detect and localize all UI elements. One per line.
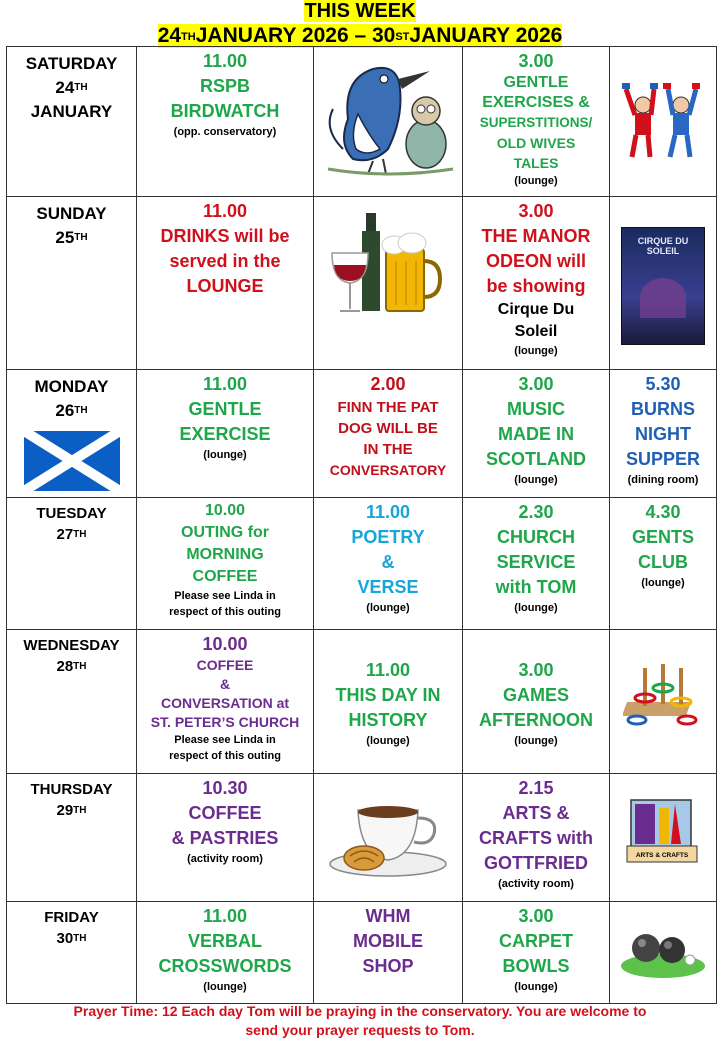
event-title-line: CROSSWORDS bbox=[158, 956, 292, 976]
event-location: (lounge) bbox=[514, 735, 558, 747]
event-note: Please see Linda in bbox=[174, 590, 276, 602]
event-church-service bbox=[463, 498, 610, 630]
day-name: TUESDAY bbox=[36, 505, 107, 522]
event-note: respect of this outing bbox=[169, 750, 281, 762]
day-date: 29TH bbox=[56, 802, 87, 819]
film-poster bbox=[610, 197, 717, 370]
day-saturday bbox=[7, 47, 137, 197]
day-wednesday bbox=[7, 630, 137, 774]
day-name: THURSDAY bbox=[30, 781, 113, 798]
event-time: 3.00 bbox=[518, 660, 554, 680]
event-title-line: RSPB bbox=[199, 76, 250, 96]
event-coffee-pastries bbox=[137, 774, 314, 902]
event-title-line: BOWLS bbox=[502, 956, 570, 976]
event-title-line: CLUB bbox=[638, 552, 688, 572]
event-time: 3.00 bbox=[518, 201, 554, 221]
event-title-line: be showing bbox=[486, 276, 586, 296]
event-time: 2.00 bbox=[370, 374, 406, 394]
event-gents-club bbox=[610, 498, 717, 630]
event-title-line: WHM bbox=[365, 906, 411, 926]
weekly-schedule-table bbox=[6, 46, 717, 1004]
event-title-line: GENTLE bbox=[188, 399, 262, 419]
day-tuesday bbox=[7, 498, 137, 630]
day-thursday bbox=[7, 774, 137, 902]
drinks-icon bbox=[328, 211, 448, 321]
event-title-line: CRAFTS with bbox=[479, 828, 593, 848]
day-name: SATURDAY bbox=[25, 54, 118, 73]
event-time: 11.00 bbox=[202, 906, 248, 926]
prayer-time-footer bbox=[0, 1002, 720, 1040]
event-pat-dog bbox=[314, 370, 463, 498]
day-date: 26TH bbox=[55, 401, 88, 420]
bird-icon bbox=[318, 49, 458, 184]
event-note: Please see Linda in bbox=[174, 734, 276, 746]
event-location: (lounge) bbox=[203, 449, 247, 461]
event-title-line: NIGHT bbox=[635, 424, 691, 444]
row-sunday bbox=[7, 197, 717, 370]
event-title-line: MORNING bbox=[186, 546, 264, 563]
event-title-line: CHURCH bbox=[497, 527, 575, 547]
event-location: (lounge) bbox=[641, 577, 685, 589]
event-title-line: THIS DAY IN bbox=[335, 685, 441, 705]
ring-toss-game-illustration bbox=[610, 630, 717, 774]
day-monday bbox=[7, 370, 137, 498]
event-title-line: SCOTLAND bbox=[486, 449, 586, 469]
event-gentle-exercise bbox=[137, 370, 314, 498]
event-title-line: & PASTRIES bbox=[171, 828, 279, 848]
event-title-line: EXERCISE bbox=[179, 424, 271, 444]
event-title-line: OUTING for bbox=[181, 524, 269, 541]
event-title-line: ODEON will bbox=[485, 251, 586, 271]
date-range-text bbox=[158, 24, 563, 48]
event-location: (lounge) bbox=[366, 602, 410, 614]
event-title-line: MADE IN bbox=[498, 424, 574, 444]
arts-crafts-icon bbox=[625, 794, 701, 866]
day-date: 28TH bbox=[56, 658, 87, 675]
event-title-line: DRINKS will be bbox=[160, 226, 290, 246]
event-time: 2.30 bbox=[518, 502, 554, 522]
event-title-line: THE MANOR bbox=[481, 226, 591, 246]
event-title-line: VERSE bbox=[357, 577, 419, 597]
film-title-line: Soleil bbox=[514, 323, 558, 340]
event-drinks bbox=[137, 197, 314, 370]
event-location: (activity room) bbox=[187, 853, 263, 865]
event-title-line: SUPPER bbox=[625, 449, 701, 469]
event-title-line: GENTS bbox=[631, 527, 694, 547]
event-title-line: GENTLE bbox=[503, 74, 569, 91]
event-time: 11.00 bbox=[202, 201, 248, 221]
bowls-icon bbox=[618, 916, 708, 980]
row-tuesday bbox=[7, 498, 717, 630]
event-title-line: COFFEE bbox=[196, 657, 254, 673]
event-title-line: ST. PETER’S CHURCH bbox=[150, 714, 300, 730]
event-title-line: COFFEE bbox=[188, 803, 262, 823]
event-poetry-verse bbox=[314, 498, 463, 630]
event-title-line: EXERCISES & bbox=[482, 94, 590, 111]
event-rspb-birdwatch bbox=[137, 47, 314, 197]
event-location: (lounge) bbox=[514, 602, 558, 614]
event-location: (lounge) bbox=[514, 474, 558, 486]
day-name: SUNDAY bbox=[36, 204, 107, 223]
exercise-icon bbox=[618, 77, 708, 167]
event-title-line: BURNS bbox=[630, 399, 695, 419]
row-wednesday bbox=[7, 630, 717, 774]
event-title-line: HISTORY bbox=[348, 710, 428, 730]
event-time: 3.00 bbox=[518, 906, 554, 926]
end-month: JANUARY 2026 bbox=[409, 24, 563, 47]
event-time: 11.00 bbox=[202, 374, 248, 394]
event-gentle-exercises bbox=[463, 47, 610, 197]
row-friday bbox=[7, 902, 717, 1004]
event-title-line: MOBILE bbox=[353, 931, 423, 951]
event-time: 2.15 bbox=[518, 778, 554, 798]
event-title-line: AFTERNOON bbox=[479, 710, 593, 730]
arts-crafts-label: ARTS & CRAFTS bbox=[635, 852, 689, 859]
day-name: MONDAY bbox=[34, 377, 109, 396]
event-title-line: CARPET bbox=[498, 931, 573, 951]
event-coffee-conversation bbox=[137, 630, 314, 774]
event-location: (dining room) bbox=[627, 474, 699, 486]
start-day: 24 bbox=[157, 24, 182, 47]
event-title-line: FINN THE PAT bbox=[337, 399, 439, 416]
event-time: 11.00 bbox=[202, 51, 248, 71]
event-title-line: CONVERSATORY bbox=[329, 462, 447, 478]
footer-line: Prayer Time: 12 Each day Tom will be praying in the conservatory. You are welcome to bbox=[73, 1003, 647, 1019]
event-time: 5.30 bbox=[645, 374, 681, 394]
page-title bbox=[0, 0, 720, 22]
event-this-day-in-history bbox=[314, 630, 463, 774]
film-title-line: Cirque Du bbox=[497, 301, 575, 318]
event-title-line: SERVICE bbox=[496, 552, 576, 572]
event-note: respect of this outing bbox=[169, 606, 281, 618]
event-location: (lounge) bbox=[366, 735, 410, 747]
event-time: 10.00 bbox=[202, 634, 248, 654]
event-title-line: with TOM bbox=[495, 577, 577, 597]
birds-illustration bbox=[314, 47, 463, 197]
event-title-line: GOTTFRIED bbox=[484, 853, 588, 873]
row-saturday bbox=[7, 47, 717, 197]
event-title-line: GAMES bbox=[502, 685, 569, 705]
event-location: (opp. conservatory) bbox=[173, 126, 277, 138]
event-title-line: POETRY bbox=[351, 527, 425, 547]
title-this-week: THIS WEEK bbox=[304, 0, 416, 22]
event-title-line: LOUNGE bbox=[186, 276, 264, 296]
event-location: (lounge) bbox=[203, 981, 247, 993]
event-burns-night bbox=[610, 370, 717, 498]
event-games-afternoon bbox=[463, 630, 610, 774]
date-range bbox=[0, 24, 720, 48]
day-date: 27TH bbox=[56, 526, 87, 543]
event-time: 4.30 bbox=[645, 502, 681, 522]
event-title-line: served in the bbox=[169, 251, 281, 271]
event-title-line: & bbox=[219, 676, 231, 692]
day-name: FRIDAY bbox=[44, 909, 99, 926]
event-title-line: SUPERSTITIONS/ bbox=[479, 115, 593, 130]
event-title-line: OLD WIVES bbox=[496, 135, 576, 151]
ring-toss-icon bbox=[623, 658, 703, 728]
event-outing-coffee bbox=[137, 498, 314, 630]
poster-title: CIRQUE DU SOLEIL bbox=[637, 236, 689, 256]
event-arts-crafts bbox=[463, 774, 610, 902]
arts-crafts-illustration bbox=[610, 774, 717, 902]
event-location: (activity room) bbox=[498, 878, 574, 890]
seated-exercise-illustration bbox=[610, 47, 717, 197]
event-title-line: CONVERSATION at bbox=[160, 695, 290, 711]
event-title-line: & bbox=[381, 552, 395, 572]
day-date: 24TH bbox=[55, 78, 88, 97]
event-title-line: BIRDWATCH bbox=[170, 101, 280, 121]
day-date: 25TH bbox=[55, 228, 88, 247]
event-title-line: VERBAL bbox=[187, 931, 262, 951]
day-friday bbox=[7, 902, 137, 1004]
event-time: 10.30 bbox=[202, 778, 248, 798]
day-name: WEDNESDAY bbox=[23, 637, 120, 654]
event-location: (lounge) bbox=[514, 981, 558, 993]
event-mobile-shop bbox=[314, 902, 463, 1004]
event-title-line: DOG WILL BE bbox=[338, 420, 438, 437]
day-date: 30TH bbox=[56, 930, 87, 947]
event-location: (lounge) bbox=[514, 175, 558, 187]
row-monday bbox=[7, 370, 717, 498]
scottish-flag-icon bbox=[24, 431, 120, 491]
event-time: 3.00 bbox=[518, 51, 554, 71]
bowls-illustration bbox=[610, 902, 717, 1004]
day-month: JANUARY bbox=[30, 102, 113, 121]
footer-line: send your prayer requests to Tom. bbox=[245, 1022, 475, 1038]
coffee-cup-icon bbox=[326, 800, 450, 880]
event-title-line: TALES bbox=[513, 155, 559, 171]
event-music-scotland bbox=[463, 370, 610, 498]
event-manor-odeon bbox=[463, 197, 610, 370]
event-title-line: COFFEE bbox=[192, 568, 258, 585]
event-time: 10.00 bbox=[204, 502, 246, 519]
end-suffix: ST bbox=[395, 31, 410, 43]
event-carpet-bowls bbox=[463, 902, 610, 1004]
date-middle: JANUARY 2026 – 30 bbox=[195, 24, 396, 47]
event-title-line: SHOP bbox=[362, 956, 414, 976]
start-suffix: TH bbox=[181, 31, 196, 43]
row-thursday bbox=[7, 774, 717, 902]
coffee-and-bun-illustration bbox=[314, 774, 463, 902]
event-verbal-crosswords bbox=[137, 902, 314, 1004]
day-sunday bbox=[7, 197, 137, 370]
wine-and-beer-illustration bbox=[314, 197, 463, 370]
event-time: 11.00 bbox=[365, 660, 411, 680]
event-location: (lounge) bbox=[514, 345, 558, 357]
event-time: 3.00 bbox=[518, 374, 554, 394]
event-title-line: MUSIC bbox=[507, 399, 565, 419]
event-title-line: ARTS & bbox=[502, 803, 570, 823]
event-title-line: IN THE bbox=[363, 441, 413, 458]
event-time: 11.00 bbox=[365, 502, 411, 522]
